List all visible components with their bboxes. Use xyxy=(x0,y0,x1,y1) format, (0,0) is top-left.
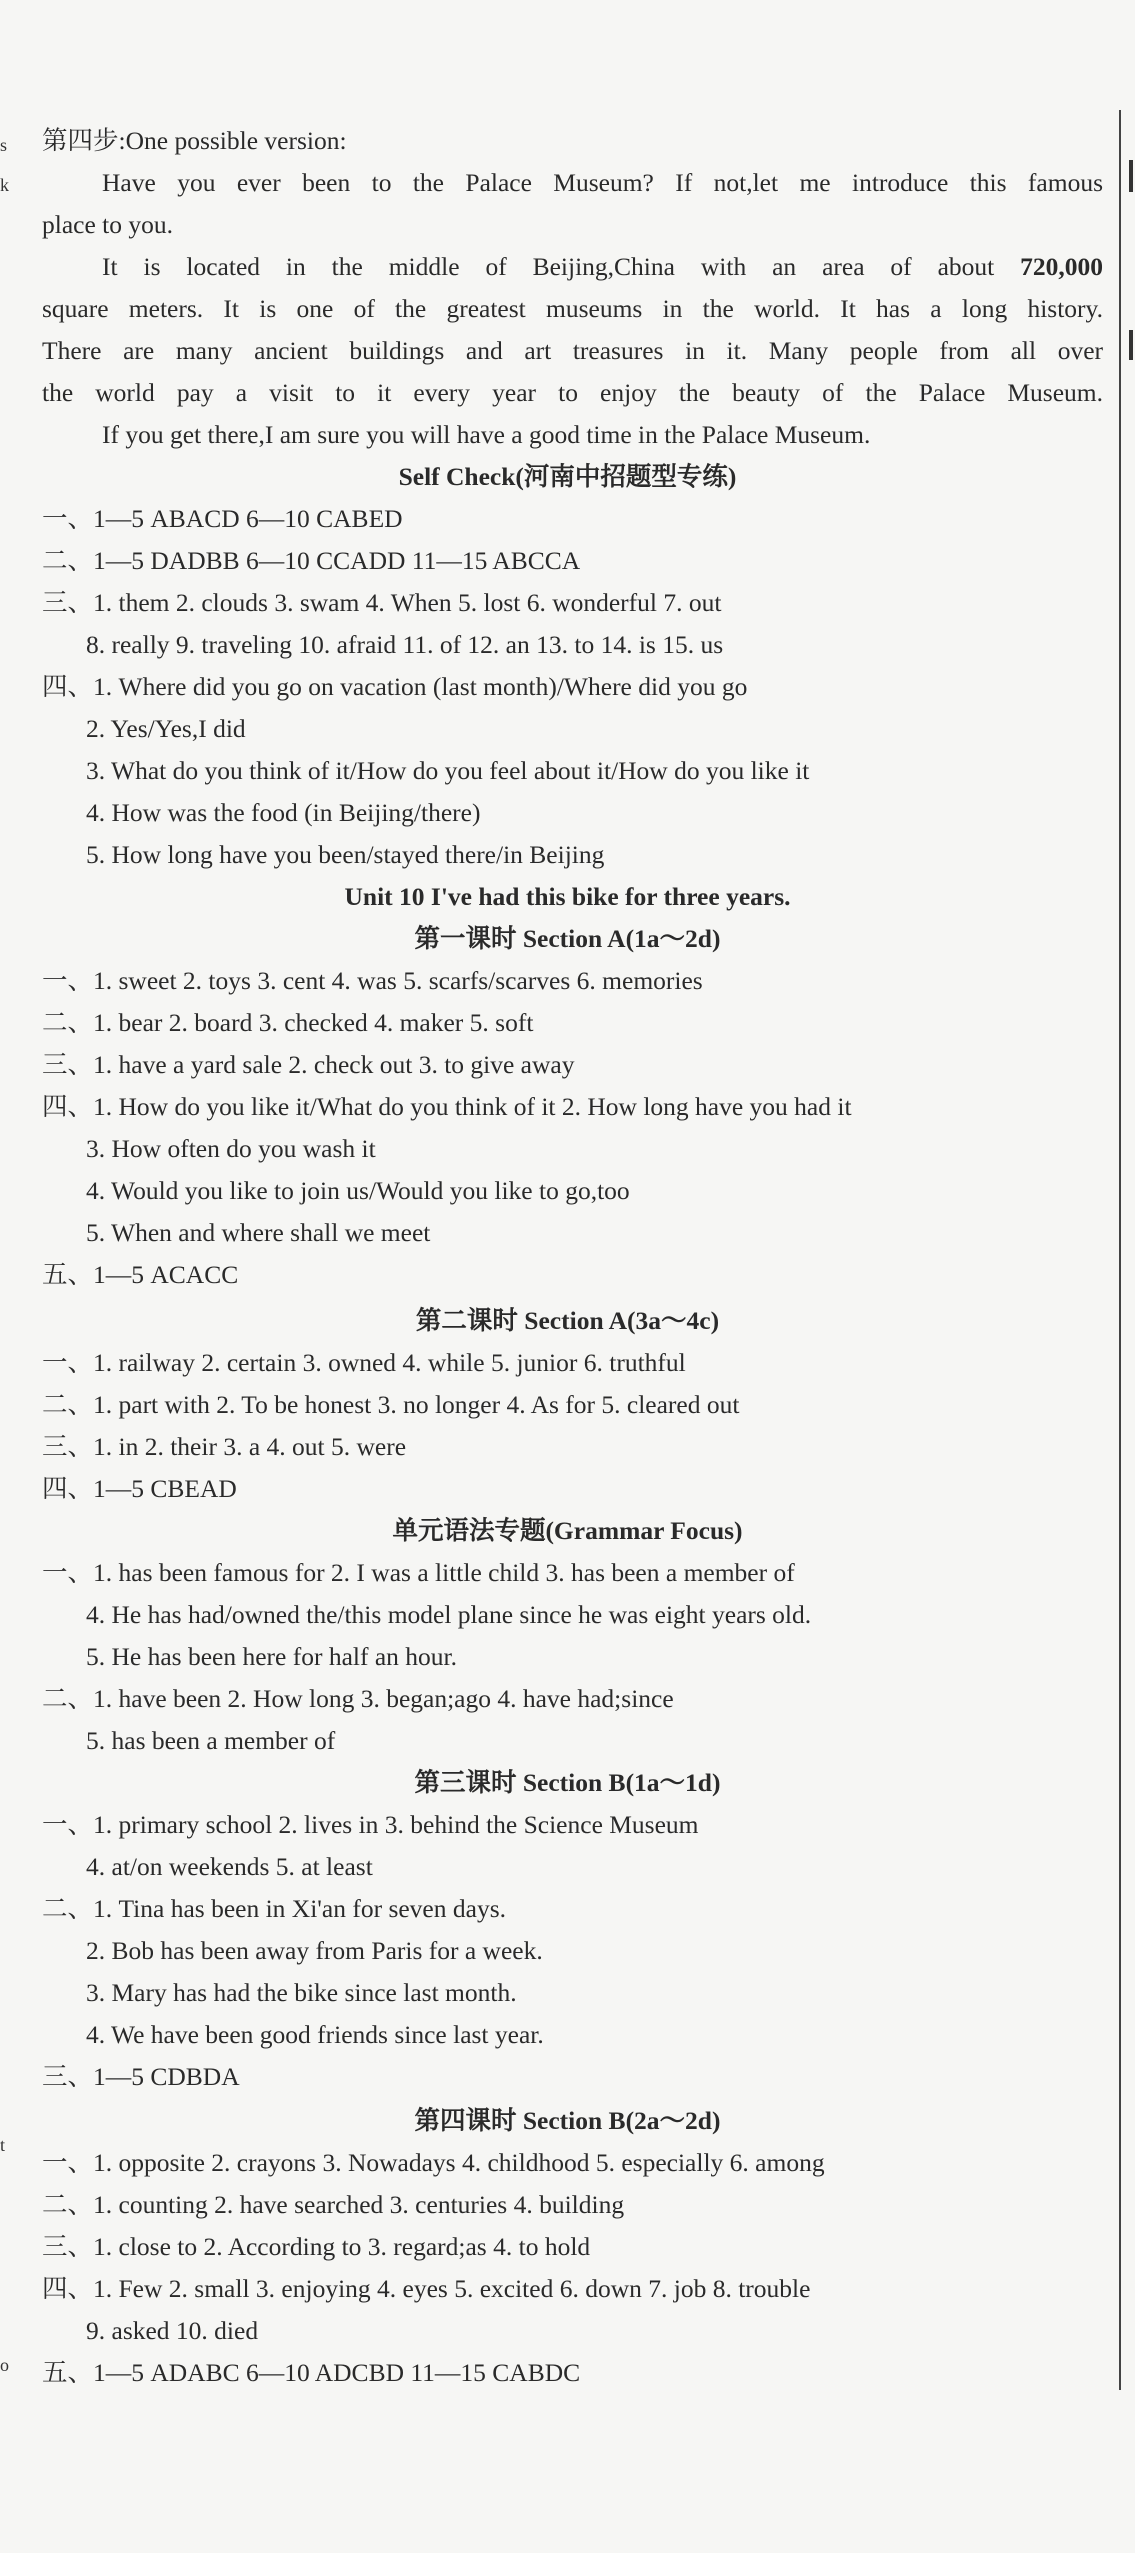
answer-line: 一、1. railway 2. certain 3. owned 4. while 5. junior 6. truthful xyxy=(42,1348,686,1377)
answer-line: 4. at/on weekends 5. at least xyxy=(86,1852,373,1881)
left-margin-fragment: o xyxy=(0,2355,9,2375)
self-check-answer-line: 二、1—5 DADBB 6—10 CCADD 11—15 ABCCA xyxy=(42,546,581,575)
answer-line: 4. We have been good friends since last year. xyxy=(86,2020,544,2049)
answer-line: 二、1. bear 2. board 3. checked 4. maker 5. soft xyxy=(42,1008,534,1037)
essay-paragraph-2-line-4: the world pay a visit to it every year to enjoy the beauty of the Palace Museum. xyxy=(42,378,1103,407)
answer-line: 五、1—5 ADABC 6—10 ADCBD 11—15 CABDC xyxy=(42,2358,581,2387)
essay-paragraph-1-line-1: Have you ever been to the Palace Museum? If not,let me introduce this famous xyxy=(102,168,1103,197)
right-margin-rule xyxy=(1119,110,1121,2390)
answer-line: 二、1. part with 2. To be honest 3. no longer 4. As for 5. cleared out xyxy=(42,1390,740,1419)
self-check-answer-line: 四、1. Where did you go on vacation (last month)/Where did you go xyxy=(42,672,748,701)
answer-line: 4. Would you like to join us/Would you like to go,too xyxy=(86,1176,630,1205)
self-check-answer-line: 4. How was the food (in Beijing/there) xyxy=(86,798,481,827)
answer-line: 四、1. How do you like it/What do you think of it 2. How long have you had it xyxy=(42,1092,852,1121)
answer-line: 一、1. primary school 2. lives in 3. behind the Science Museum xyxy=(42,1810,699,1839)
self-check-answer-line: 3. What do you think of it/How do you feel about it/How do you like it xyxy=(86,756,810,785)
self-check-answer-line: 一、1—5 ABACD 6—10 CABED xyxy=(42,504,403,533)
self-check-answer-line: 5. How long have you been/stayed there/in Beijing xyxy=(86,840,605,869)
answer-line: 2. Bob has been away from Paris for a week. xyxy=(86,1936,543,1965)
answer-line: 一、1. opposite 2. crayons 3. Nowadays 4. childhood 5. especially 6. among xyxy=(42,2148,825,2177)
answer-line: 5. has been a member of xyxy=(86,1726,336,1755)
section-title-lesson-4: 第四课时 Section B(2a～2d) xyxy=(414,2106,721,2135)
section-title-lesson-3: 第三课时 Section B(1a～1d) xyxy=(414,1768,721,1797)
essay-paragraph-2-line-3: There are many ancient buildings and art treasures in it. Many people from all over xyxy=(42,336,1103,365)
answer-line: 一、1. sweet 2. toys 3. cent 4. was 5. scarfs/scarves 6. memories xyxy=(42,966,703,995)
answer-line: 三、1. have a yard sale 2. check out 3. to give away xyxy=(42,1050,575,1079)
answer-line: 三、1. in 2. their 3. a 4. out 5. were xyxy=(42,1432,407,1461)
answer-line: 4. He has had/owned the/this model plane since he was eight years old. xyxy=(86,1600,812,1629)
unit-title: Unit 10 I've had this bike for three years. xyxy=(344,882,791,911)
essay-paragraph-2-line-2: square meters. It is one of the greatest museums in the world. It has a long history. xyxy=(42,294,1103,323)
area-number: 720,000 xyxy=(1020,252,1103,281)
answer-line: 四、1. Few 2. small 3. enjoying 4. eyes 5. excited 6. down 7. job 8. trouble xyxy=(42,2274,811,2303)
self-check-answer-line: 8. really 9. traveling 10. afraid 11. of 12. an 13. to 14. is 15. us xyxy=(86,630,724,659)
right-edge-mark xyxy=(1129,160,1133,192)
left-margin-fragment: k xyxy=(0,175,9,195)
answer-line: 二、1. have been 2. How long 3. began;ago 4. have had;since xyxy=(42,1684,674,1713)
section-title-lesson-1: 第一课时 Section A(1a～2d) xyxy=(414,924,721,953)
answer-line: 9. asked 10. died xyxy=(86,2316,259,2345)
essay-paragraph-3: If you get there,I am sure you will have a good time in the Palace Museum. xyxy=(102,420,871,449)
essay-paragraph-1-line-2: place to you. xyxy=(42,210,173,239)
essay-header: 第四步:One possible version: xyxy=(42,126,347,155)
self-check-answer-line: 2. Yes/Yes,I did xyxy=(86,714,246,743)
self-check-title: Self Check(河南中招题型专练) xyxy=(398,462,737,491)
left-margin-fragment: s xyxy=(0,135,8,155)
section-title-grammar-focus: 单元语法专题(Grammar Focus) xyxy=(392,1516,743,1545)
answer-line: 四、1—5 CBEAD xyxy=(42,1474,237,1503)
essay-paragraph-2-line-1: It is located in the middle of Beijing,China with an area of about 720,000 xyxy=(102,252,1103,281)
answer-line: 二、1. counting 2. have searched 3. centuries 4. building xyxy=(42,2190,625,2219)
answer-line: 二、1. Tina has been in Xi'an for seven days. xyxy=(42,1894,506,1923)
answer-line: 5. He has been here for half an hour. xyxy=(86,1642,458,1671)
right-edge-mark xyxy=(1129,330,1133,360)
answer-line: 5. When and where shall we meet xyxy=(86,1218,431,1247)
answer-line: 一、1. has been famous for 2. I was a little child 3. has been a member of xyxy=(42,1558,795,1587)
answer-line: 三、1. close to 2. According to 3. regard;as 4. to hold xyxy=(42,2232,591,2261)
answer-line: 五、1—5 ACACC xyxy=(42,1260,239,1289)
answer-line: 3. Mary has had the bike since last month. xyxy=(86,1978,517,2007)
section-title-lesson-2: 第二课时 Section A(3a～4c) xyxy=(415,1306,720,1335)
answer-line: 三、1—5 CDBDA xyxy=(42,2062,240,2091)
answer-line: 3. How often do you wash it xyxy=(86,1134,376,1163)
left-margin-fragment: t xyxy=(0,2135,6,2155)
self-check-answer-line: 三、1. them 2. clouds 3. swam 4. When 5. lost 6. wonderful 7. out xyxy=(42,588,722,617)
